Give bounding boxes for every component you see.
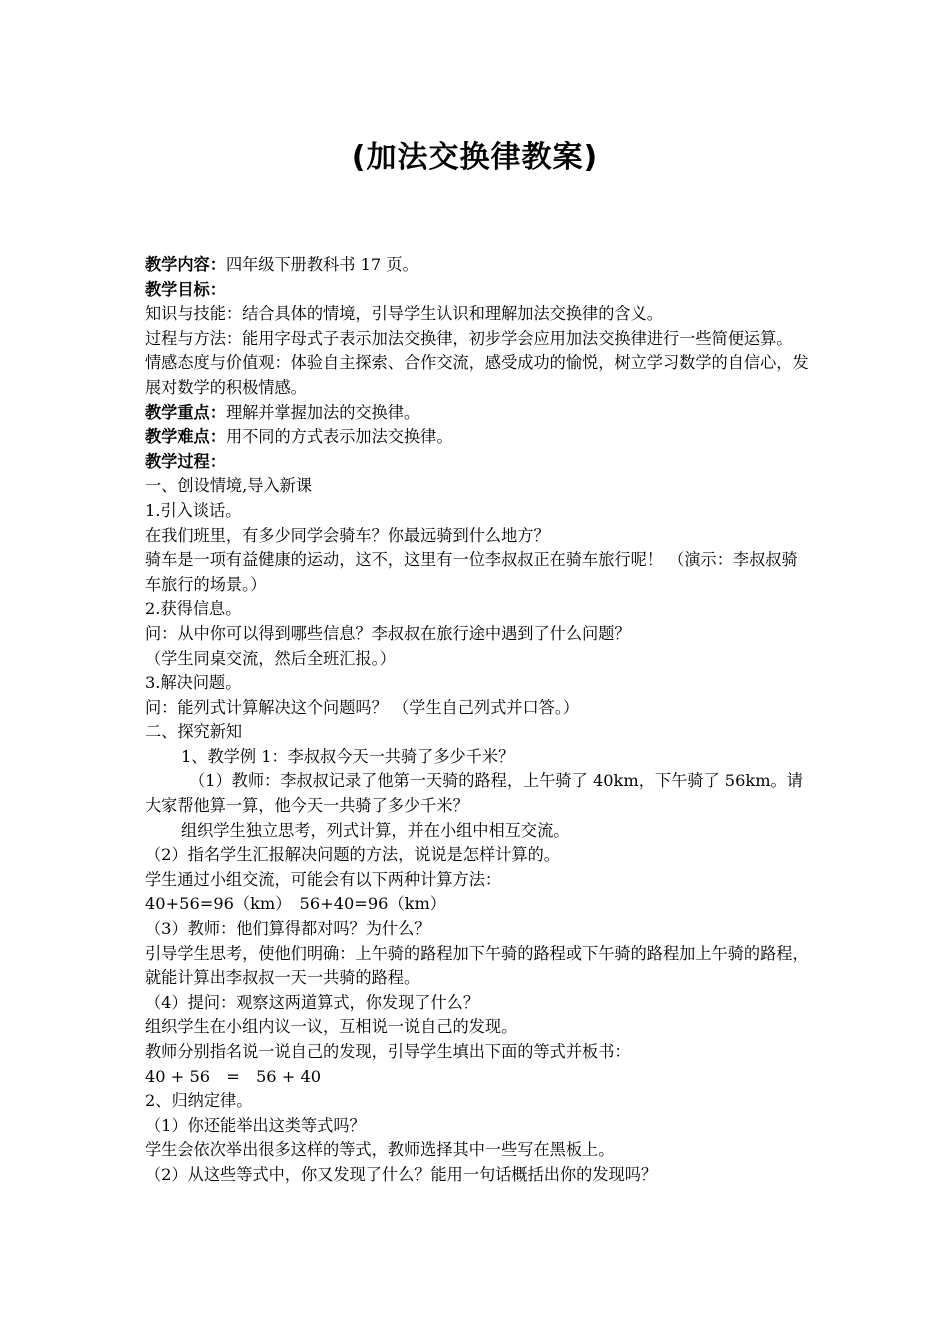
teaching-difficulty	[145, 425, 810, 450]
paragraph: 组织学生独立思考，列式计算，并在小组中相互交流。	[181, 820, 570, 840]
paragraph: （4）提问：观察这两道算式，你发现了什么？	[145, 992, 480, 1012]
paragraph: （学生同桌交流，然后全班汇报。）	[145, 648, 396, 668]
page-title: (加法交换律教案)	[351, 140, 599, 175]
teaching-content	[145, 253, 810, 278]
paragraph: 引导学生思考，使他们明确：上午骑的路程加下午骑的路程或下午骑的路程加上午骑的路程，就能计算出李叔叔一天一共骑的路程。	[145, 943, 809, 988]
paragraph: 问：从中你可以得到哪些信息？李叔叔在旅行途中遇到了什么问题？	[145, 623, 631, 643]
teaching-key-point	[145, 401, 810, 426]
paragraph: 问：能列式计算解决这个问题吗？ （学生自己列式并口答。）	[145, 697, 580, 717]
teaching-content-text: 四年级下册教科书 17 页。	[225, 255, 419, 274]
paragraph-indented: （1）教师：李叔叔记录了他第一天骑的路程，上午骑了 40km，下午骑了 56km。请大家帮他算一算，他今天一共骑了多少千米？	[145, 771, 803, 816]
paragraph: 2.获得信息。	[145, 599, 242, 619]
paragraph: （3）教师：他们算得都对吗？为什么？	[145, 919, 431, 939]
paragraph: 学生会依次举出很多这样的等式，教师选择其中一些写在黑板上。	[145, 1140, 615, 1160]
paragraph	[145, 769, 810, 818]
example-heading: 1、教学例 1：李叔叔今天一共骑了多少千米？	[181, 746, 515, 766]
teaching-content-label: 教学内容：	[145, 255, 226, 274]
teaching-goals-label: 教学目标：	[145, 279, 226, 299]
goal-knowledge: 知识与技能：结合具体的情境，引导学生认识和理解加法交换律的含义。	[145, 304, 663, 324]
paragraph: 2、归纳定律。	[145, 1091, 253, 1111]
difficulty-label: 教学难点：	[145, 427, 226, 447]
paragraph: 3.解决问题。	[145, 673, 242, 693]
paragraph: 骑车是一项有益健康的运动，这不，这里有一位李叔叔正在骑车旅行呢！ （演示：李叔叔骑车旅行的场景。）	[145, 550, 798, 594]
paragraph: （1）你还能举出这类等式吗？	[145, 1115, 366, 1135]
paragraph: 1.引入谈话。	[145, 500, 242, 520]
difficulty-text: 用不同的方式表示加法交换律。	[225, 427, 453, 447]
section-one-heading: 一、创设情境,导入新课	[145, 476, 313, 496]
teaching-goals-heading	[145, 278, 810, 303]
paragraph: （2）从这些等式中，你又发现了什么？能用一句话概括出你的发现吗？	[145, 1164, 658, 1184]
paragraph: 学生通过小组交流，可能会有以下两种计算方法：	[145, 869, 502, 889]
teaching-process-heading	[145, 450, 810, 475]
paragraph: 在我们班里，有多少同学会骑车？你最远骑到什么地方？	[145, 525, 550, 545]
key-point-text: 理解并掌握加法的交换律。	[225, 402, 421, 422]
key-point-label: 教学重点：	[145, 402, 226, 422]
paragraph: 教师分别指名说一说自己的发现，引导学生填出下面的等式并板书：	[145, 1042, 631, 1061]
equation-line: 40+56=96（km） 56+40=96（km）	[145, 894, 446, 914]
paragraph: （2）指名学生汇报解决问题的方法，说说是怎样计算的。	[145, 845, 560, 865]
goal-emotion: 情感态度与价值观：体验自主探索、合作交流，感受成功的愉悦，树立学习数学的自信心，发展对数学的积极情感。	[145, 353, 809, 397]
section-two-heading: 二、探究新知	[145, 722, 243, 742]
process-label: 教学过程：	[145, 451, 226, 471]
goal-process: 过程与方法：能用字母式子表示加法交换律，初步学会应用加法交换律进行一些简便运算。	[145, 328, 793, 348]
equation-line: 40 + 56 = 56 + 40	[145, 1066, 322, 1086]
paragraph: 组织学生在小组内议一议，互相说一说自己的发现。	[145, 1017, 518, 1037]
document-body	[145, 253, 810, 1188]
